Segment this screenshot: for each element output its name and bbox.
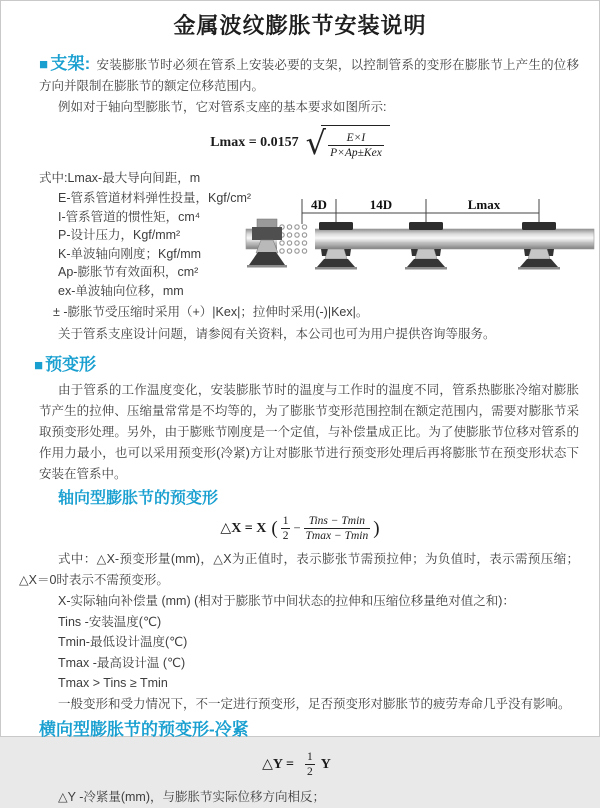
fraction-denominator: P×Ap±Kex [330,147,382,159]
formula-lhs: △X = X [220,521,267,536]
fraction-one-half [281,514,291,543]
fraction-one-half [305,750,315,779]
right-paren: ) [373,518,380,539]
page-title: 金属波纹膨胀节安装说明 [173,13,427,38]
fraction [328,131,384,160]
predeform-section-heading [34,353,579,378]
fraction-numerator: Tins − Tmin [308,515,366,527]
where-label: 式中:Lmax-最大导向间距，m [39,171,201,185]
sqrt-sign: √ [305,123,327,162]
axial-predeform-heading: 轴向型膨胀节的预变形 [58,490,219,507]
section-square-icon: ■ [39,56,49,73]
axial-def-line: Tins -安装温度(℃) [58,614,162,629]
axial-where-paragraph: 式中：△X-预变形量(mm)，△X为正值时，表示膨张节需预拉伸；为负值时，表示需预压缩；△X＝0时表示不需预变形。 [19,552,579,587]
formula-rhs: Y [320,757,331,772]
predeform-paragraph: 由于管系的工作温度变化，安装膨胀节时的温度与工作时的温度不同，管系热膨胀冷缩对膨胀节产生的拉伸、压缩量常常是不均等的，为了膨胀节变形范围控制在额定范围内，需要对膨胀节采取预变形处理。另外，由于膨账节刚度是一个定值，与补偿量成正比。为了使膨胀节位移对管系的作用力最小，也可以采用预变形(冷紧)方让对膨胀节进行预变形处理后再将膨胀节在预变形状态下安装在管系中。 [39,383,579,481]
definition-line: I-管系管道的惯性矩，cm⁴ [58,209,201,224]
bellows [277,224,315,254]
axial-def-line: Tmax -最高设计温 (℃) [58,655,186,670]
fraction-denominator: 2 [282,530,289,542]
axial-def-line: X-实际轴向补偿量 (mm) (相对于膨胀节中间状态的拉伸和压缩位移量绝对值之和)： [58,594,515,608]
definition-line: K-单波轴向刚度；Kgf/mm [58,246,202,261]
formula-lhs: △Y = [262,757,294,772]
axial-def-line: Tmax > Tins ≥ Tmin [58,676,168,690]
temperature-fraction [304,514,371,543]
axial-note-line: 一般变形和受力情况下，不一定进行预变形，足否预变形对膨胀节的疲劳寿命几乎没有影响。 [58,696,571,711]
section-square-icon: ■ [34,357,44,374]
definition-line: E-管系管道材料弹性投量，Kgf/cm² [58,191,252,205]
support-example-line: 例如对于轴向型膨胀节，它对管系支座的基本要求如图所示: [58,100,387,114]
fraction-denominator: Tmax − Tmin [305,530,369,542]
guide-spacing-formula [1,125,599,160]
pipe-diagram-svg [244,193,596,293]
support-intro-paragraph [39,53,579,97]
lateral-predeform-heading: 横向型膨胀节的预变形-冷紧 [39,720,249,739]
predeform-heading-text: 预变形 [45,355,97,374]
dimension-label-14d: 14D [369,197,393,212]
pipe-support-diagram [244,193,596,293]
support-section-heading: 支架: [50,54,91,73]
left-paren: ( [271,518,278,539]
axial-predeform-formula [1,514,599,543]
formula-lhs: Lmax = 0.0157 [210,135,299,150]
fraction-numerator: E×I [346,132,366,144]
definition-line: Ap-膨胀节有效面积，cm² [58,265,199,279]
support-intro-text: 安装膨胀节时必须在管系上安装必要的支架，以控制管系的变形在膨胀节上产生的位移方向并限制在膨胀节的额定位移范围内。 [39,58,579,93]
fraction-numerator: 1 [306,751,313,763]
dimension-label-lmax: Lmax [467,197,501,212]
lateral-note-line: △Y -冷紧量(mm)，与膨胀节实际位移方向相反； [58,790,326,804]
axial-def-line: Tmin-最低设计温度(℃) [58,635,188,649]
dimension-label-4d: 4D [311,197,327,212]
sqrt-expression [306,125,390,160]
minus-operator: − [293,521,301,535]
sqrt-body [321,125,390,160]
fraction-denominator: 2 [306,766,313,778]
lateral-predeform-formula [1,750,599,779]
definition-line: ex-单波轴向位移，mm [58,283,184,298]
plus-minus-note: ± -膨胀节受压缩时采用（+）|Kex|；拉伸时采用(-)|Kex|。 [53,305,369,319]
definition-line: P-设计压力，Kgf/mm² [58,228,181,242]
consult-note: 关于管系支座设计问题，请参阅有关资料，本公司也可为用户提供咨询等服务。 [58,327,496,341]
fraction-numerator: 1 [282,515,289,527]
dimension-lines [302,199,539,225]
